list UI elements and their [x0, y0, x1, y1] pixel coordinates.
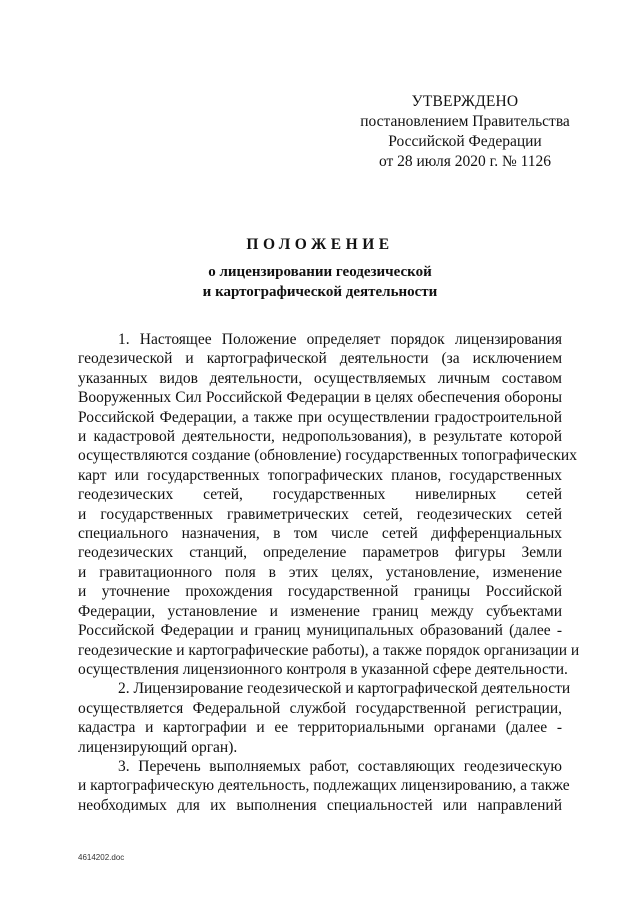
approval-line-1: постановлением Правительства: [360, 113, 570, 130]
paragraph-1-line: и гравитационного поля в этих целях, установление, изменение: [78, 563, 562, 581]
paragraph-2-line: лицензирующий орган).: [78, 738, 238, 756]
document-file-code: 4614202.doc: [78, 853, 125, 862]
paragraph-3-line: необходимых для их выполнения специальностей или направлений: [78, 796, 562, 814]
paragraph-2-line: кадастра и картографии и ее территориальными органами (далее -: [78, 719, 562, 737]
paragraph-1-line: геодезические и картографические работы), а также порядок организации и: [78, 641, 580, 659]
approval-heading: УТВЕРЖДЕНО: [411, 93, 519, 110]
paragraph-1-line: Вооруженных Сил Российской Федерации в целях обеспечения обороны: [78, 389, 562, 407]
paragraph-3-line: 3. Перечень выполняемых работ, составляющих геодезическую: [118, 757, 562, 775]
paragraph-1-line: геодезических станций, определение параметров фигуры Земли: [78, 544, 562, 562]
approval-block: [330, 92, 600, 172]
paragraph-1-line: осуществления лицензионного контроля в указанной сфере деятельности.: [78, 660, 568, 678]
paragraph-1-line: Российской Федерации, а также при осуществлении градостроительной: [78, 408, 562, 426]
paragraph-2-line: 2. Лицензирование геодезической и картографической деятельности: [118, 680, 571, 698]
paragraph-1-line: геодезической и картографической деятельности (за исключением: [78, 350, 562, 368]
paragraph-1-line: указанных видов деятельности, осуществляемых личным составом: [78, 369, 562, 387]
paragraph-1-line: 1. Настоящее Положение определяет порядок лицензирования: [118, 331, 562, 348]
document-body: [78, 330, 580, 815]
paragraph-1-line: Российской Федерации и границ муниципальных образований (далее -: [78, 622, 562, 640]
subtitle-line-2: и картографической деятельности: [202, 284, 438, 300]
document-title: ПОЛОЖЕНИЕ: [246, 236, 394, 253]
paragraph-1-line: и уточнение прохождения государственной границы Российской: [78, 583, 562, 601]
paragraph-1-line: геодезических сетей, государственных нивелирных сетей: [78, 486, 562, 504]
approval-line-2: Российской Федерации: [388, 133, 542, 150]
paragraph-1-line: карт или государственных топографических планов, государственных: [78, 466, 562, 484]
paragraph-1-line: и кадастровой деятельности, недропользования), в результате которой: [78, 428, 562, 446]
subtitle-line-1: о лицензировании геодезической: [208, 264, 432, 280]
paragraph-3-line: и картографическую деятельность, подлежащих лицензированию, а также: [78, 777, 570, 795]
approval-line-3: от 28 июля 2020 г. № 1126: [378, 153, 552, 170]
paragraph-1-line: осуществляются создание (обновление) государственных топографических: [78, 447, 577, 465]
document-subtitle: [0, 262, 640, 302]
paragraph-1-line: Федерации, установление и изменение границ между субъектами: [78, 602, 562, 620]
paragraph-1-line: и государственных гравиметрических сетей, геодезических сетей: [78, 505, 562, 523]
paragraph-2-line: осуществляется Федеральной службой государственной регистрации,: [78, 699, 562, 717]
paragraph-1-line: специального назначения, в том числе сетей дифференциальных: [78, 525, 562, 543]
